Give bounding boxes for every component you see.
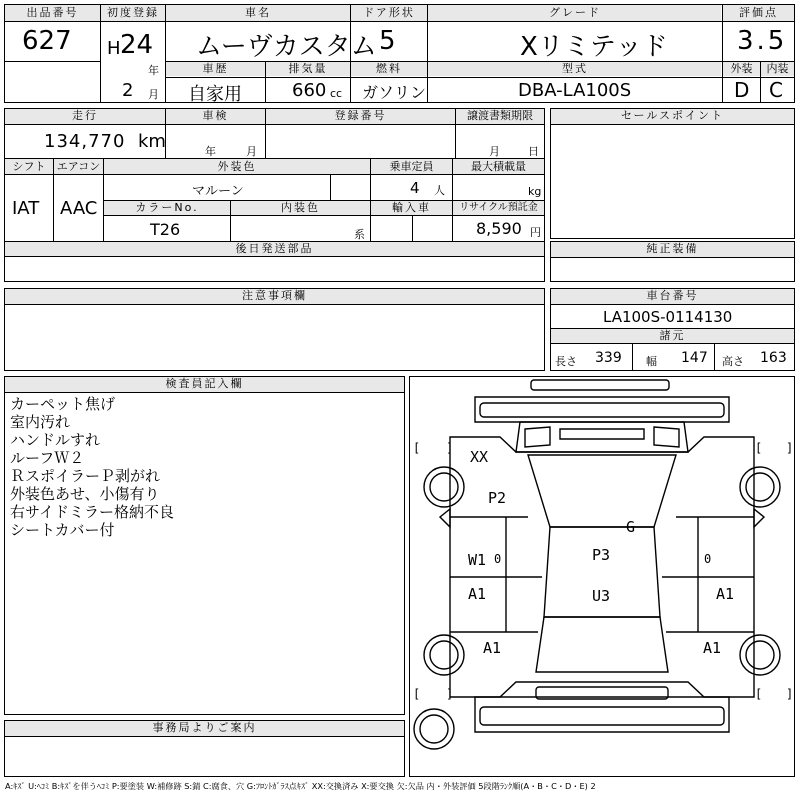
- first-reg-label: 初度登録: [107, 6, 159, 19]
- reg-number-label: 登録番号: [334, 109, 387, 122]
- svg-text:[: [: [413, 687, 421, 701]
- transfer-deadline-label: 譲渡書類期限: [467, 109, 533, 122]
- mileage-unit: km: [138, 131, 166, 152]
- office-info-label: 事務局よりご案内: [152, 721, 257, 734]
- width-label: 幅: [646, 355, 657, 368]
- month-unit: 月: [148, 88, 159, 101]
- svg-text:]: ]: [446, 687, 454, 701]
- length: 339: [595, 350, 622, 366]
- import-label: 輸入車: [392, 201, 431, 214]
- door-type: 5: [379, 26, 396, 56]
- genuine-equipment-label: 純正装備: [646, 242, 699, 255]
- shift-label: シフト: [12, 160, 46, 173]
- damage-mark-u3: U3: [592, 587, 611, 605]
- svg-text:0: 0: [494, 552, 502, 566]
- sales-point-label: セールスポイント: [620, 109, 724, 122]
- note-line: ＲスポイラーＰ剥がれ: [10, 467, 161, 485]
- sales-point-box: [550, 108, 795, 239]
- svg-text:[: [: [755, 441, 763, 455]
- color-number-label: カラーNo.: [135, 201, 199, 214]
- lot-number: 627: [22, 26, 72, 56]
- recycle-label: リサイクル預託金: [459, 202, 538, 213]
- later-parts-label: 後日発送部品: [235, 242, 314, 255]
- car-name-label: 車名: [245, 6, 271, 19]
- interior-color-unit: 系: [354, 228, 365, 241]
- note-line: 外装色あせ、小傷有り: [10, 485, 160, 503]
- damage-mark-a1-rear-right: A1: [703, 639, 722, 657]
- caution-label: 注意事項欄: [242, 289, 307, 302]
- legend: A:ｷｽﾞ U:ﾍｺﾐ B:ｷｽﾞを伴うﾍｺﾐ P:要塗装 W:補修跡 S:錆 C:腐食、穴 G:ﾌﾛﾝﾄｶﾞﾗｽ点ｷｽﾞ XX:交換済み X:要交換 欠:欠品 内・外装評価 5段階ﾗﾝｸ順(A・B・C・D・E) 2: [5, 781, 596, 791]
- inspection-month-unit: 月: [246, 145, 257, 158]
- svg-text:[: [: [755, 687, 763, 701]
- interior-color-label: 内装色: [281, 201, 320, 214]
- displacement-unit: cc: [330, 87, 343, 100]
- inspector-notes: [10, 395, 174, 539]
- interior-grade: C: [769, 78, 783, 102]
- capacity-label: 乗車定員: [389, 160, 434, 173]
- damage-mark-a1-left: A1: [468, 585, 487, 603]
- reg-month: 2: [122, 80, 134, 101]
- displacement-label: 排気量: [288, 62, 328, 75]
- exterior-grade: D: [734, 78, 750, 102]
- interior-label: 内装: [766, 62, 789, 75]
- damage-mark-w1: W1: [468, 551, 487, 569]
- history-label: 車歴: [202, 62, 229, 75]
- note-line: カーペット焦げ: [10, 395, 116, 413]
- damage-mark-xx: XX: [470, 448, 489, 466]
- length-label: 長さ: [555, 355, 577, 368]
- exterior-color-label: 外装色: [217, 160, 257, 173]
- fuel: ガソリン: [362, 83, 427, 102]
- chassis-number: LA100S-0114130: [603, 308, 733, 326]
- exterior-label: 外装: [730, 62, 753, 75]
- ac-label: エアコン: [56, 160, 101, 173]
- inspector-label: 検査員記入欄: [165, 377, 244, 390]
- fuel-label: 燃料: [376, 62, 402, 75]
- capacity-unit: 人: [434, 184, 445, 197]
- height-label: 高さ: [722, 355, 744, 368]
- door-label: ドア形状: [363, 6, 415, 19]
- svg-text:[: [: [413, 441, 421, 455]
- year-unit: 年: [148, 64, 159, 77]
- recycle-unit: 円: [530, 226, 541, 239]
- shift: IAT: [12, 198, 40, 219]
- damage-mark-a1-rear-left: A1: [483, 639, 502, 657]
- recycle-fee: 8,590: [476, 219, 522, 238]
- chassis-label: 車台番号: [646, 289, 699, 302]
- exterior-color: マルーン: [192, 184, 244, 199]
- max-load-unit: kg: [528, 185, 542, 198]
- width: 147: [681, 350, 708, 366]
- spec-label: 諸元: [659, 329, 686, 342]
- score-label: 評価点: [739, 6, 778, 19]
- svg-text:]: ]: [786, 687, 794, 701]
- reg-year: 24: [120, 30, 154, 60]
- note-line: ルーフＷ２: [10, 449, 85, 467]
- transfer-month-unit: 月: [489, 145, 500, 158]
- svg-text:]: ]: [786, 441, 794, 455]
- grade-label: グレード: [549, 6, 601, 19]
- car-name: ムーヴカスタム: [196, 32, 377, 62]
- era-prefix: H: [107, 38, 121, 59]
- height: 163: [760, 350, 787, 366]
- damage-mark-p3: P3: [592, 546, 611, 564]
- air-conditioner: AAC: [60, 198, 98, 219]
- capacity: 4: [410, 179, 420, 197]
- evaluation-score: 3.5: [737, 26, 788, 56]
- inspection-label: 車検: [202, 109, 229, 122]
- damage-mark-g: G: [626, 518, 636, 536]
- damage-mark-p2: P2: [488, 489, 507, 507]
- history: 自家用: [188, 84, 242, 105]
- note-line: 右サイドミラー格納不良: [10, 503, 174, 521]
- car-diagram: [410, 377, 794, 776]
- svg-text:0: 0: [704, 552, 712, 566]
- grade: Xリミテッド: [520, 32, 668, 62]
- displacement: 660: [292, 80, 327, 101]
- note-line: 室内汚れ: [10, 413, 71, 431]
- lot-label: 出品番号: [26, 6, 79, 19]
- color-number: T26: [150, 220, 181, 239]
- max-load-label: 最大積載量: [471, 160, 526, 173]
- note-line: シートカバー付: [10, 521, 115, 539]
- mileage: 134,770: [44, 131, 126, 152]
- damage-mark-a1-right: A1: [716, 585, 735, 603]
- inspection-year-unit: 年: [205, 145, 216, 158]
- mileage-label: 走行: [72, 109, 98, 122]
- model-label: 型式: [562, 62, 588, 75]
- model-code: DBA-LA100S: [518, 80, 632, 101]
- note-line: ハンドルすれ: [10, 431, 101, 449]
- svg-text:]: ]: [446, 441, 454, 455]
- transfer-day-unit: 日: [528, 145, 539, 158]
